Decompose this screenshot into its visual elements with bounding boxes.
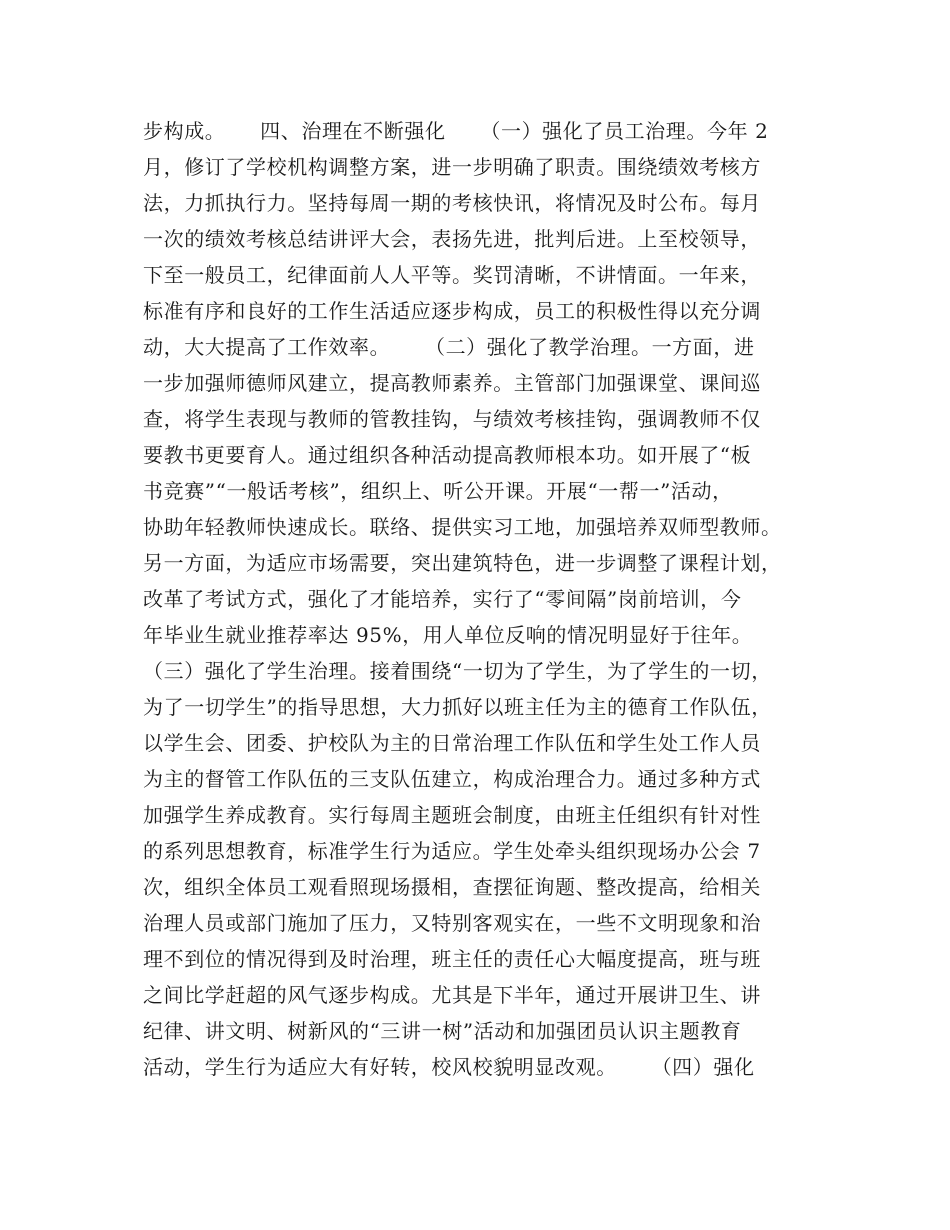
text-line: 治理人员或部门施加了压力，又特别客观实在，一些不文明现象和治 (143, 911, 761, 935)
text-line: 下至一般员工，纪律面前人人平等。奖罚清晰，不讲情面。一年来， (143, 263, 761, 287)
text-line: 法，力抓执行力。坚持每周一期的考核快讯，将情况及时公布。每月 (143, 191, 761, 215)
text-line: 活动，学生行为适应大有好转，校风校貌明显改观。 （四）强化 (143, 1055, 755, 1079)
text-line: 年毕业生就业推荐率达 95%，用人单位反响的情况明显好于往年。 (143, 623, 753, 647)
text-line: 改革了考试方式，强化了才能培养，实行了“零间隔”岗前培训，今 (143, 587, 742, 611)
text-line: 查，将学生表现与教师的管教挂钩，与绩效考核挂钩，强调教师不仅 (143, 407, 761, 431)
text-line: （三）强化了学生治理。接着围绕“一切为了学生，为了学生的一切， (143, 659, 772, 683)
text-line: 一步加强师德师风建立，提高教师素养。主管部门加强课堂、课间巡 (143, 371, 761, 395)
text-line: 之间比学赶超的风气逐步构成。尤其是下半年，通过开展讲卫生、讲 (143, 983, 761, 1007)
text-line: 理不到位的情况得到及时治理，班主任的责任心大幅度提高，班与班 (143, 947, 761, 971)
text-line: 标准有序和良好的工作生活适应逐步构成，员工的积极性得以充分调 (143, 299, 761, 323)
text-line: 以学生会、团委、护校队为主的日常治理工作队伍和学生处工作人员 (143, 731, 761, 755)
text-line: 书竞赛”“一般话考核”，组织上、听公开课。开展“一帮一”活动， (143, 479, 733, 503)
body-text (143, 113, 813, 1085)
text-line: 一次的绩效考核总结讲评大会，表扬先进，批判后进。上至校领导， (143, 227, 761, 251)
text-line: 次，组织全体员工观看照现场摄相，查摆征询题、整改提高，给相关 (143, 875, 761, 899)
text-line: 为了一切学生”的指导思想，大力抓好以班主任为主的德育工作队伍， (143, 695, 772, 719)
text-line: 加强学生养成教育。实行每周主题班会制度，由班主任组织有针对性 (143, 803, 761, 827)
text-line: 动，大大提高了工作效率。 （二）强化了教学治理。一方面，进 (143, 335, 755, 359)
text-line: 另一方面，为适应市场需要，突出建筑特色，进一步调整了课程计划， (143, 551, 782, 575)
text-line: 要教书更要育人。通过组织各种活动提高教师根本功。如开展了“板 (143, 443, 752, 467)
text-line: 协助年轻教师快速成长。联络、提供实习工地，加强培养双师型教师。 (143, 515, 782, 539)
text-line: 的系列思想教育，标准学生行为适应。学生处牵头组织现场办公会 7 (143, 839, 761, 863)
text-line: 为主的督管工作队伍的三支队伍建立，构成治理合力。通过多种方式 (143, 767, 761, 791)
text-line: 纪律、讲文明、树新风的“三讲一树”活动和加强团员认识主题教育 (143, 1019, 742, 1043)
text-line: 月，修订了学校机构调整方案，进一步明确了职责。围绕绩效考核方 (143, 155, 761, 179)
text-line: 步构成。 四、治理在不断强化 （一）强化了员工治理。今年 2 (143, 119, 769, 143)
